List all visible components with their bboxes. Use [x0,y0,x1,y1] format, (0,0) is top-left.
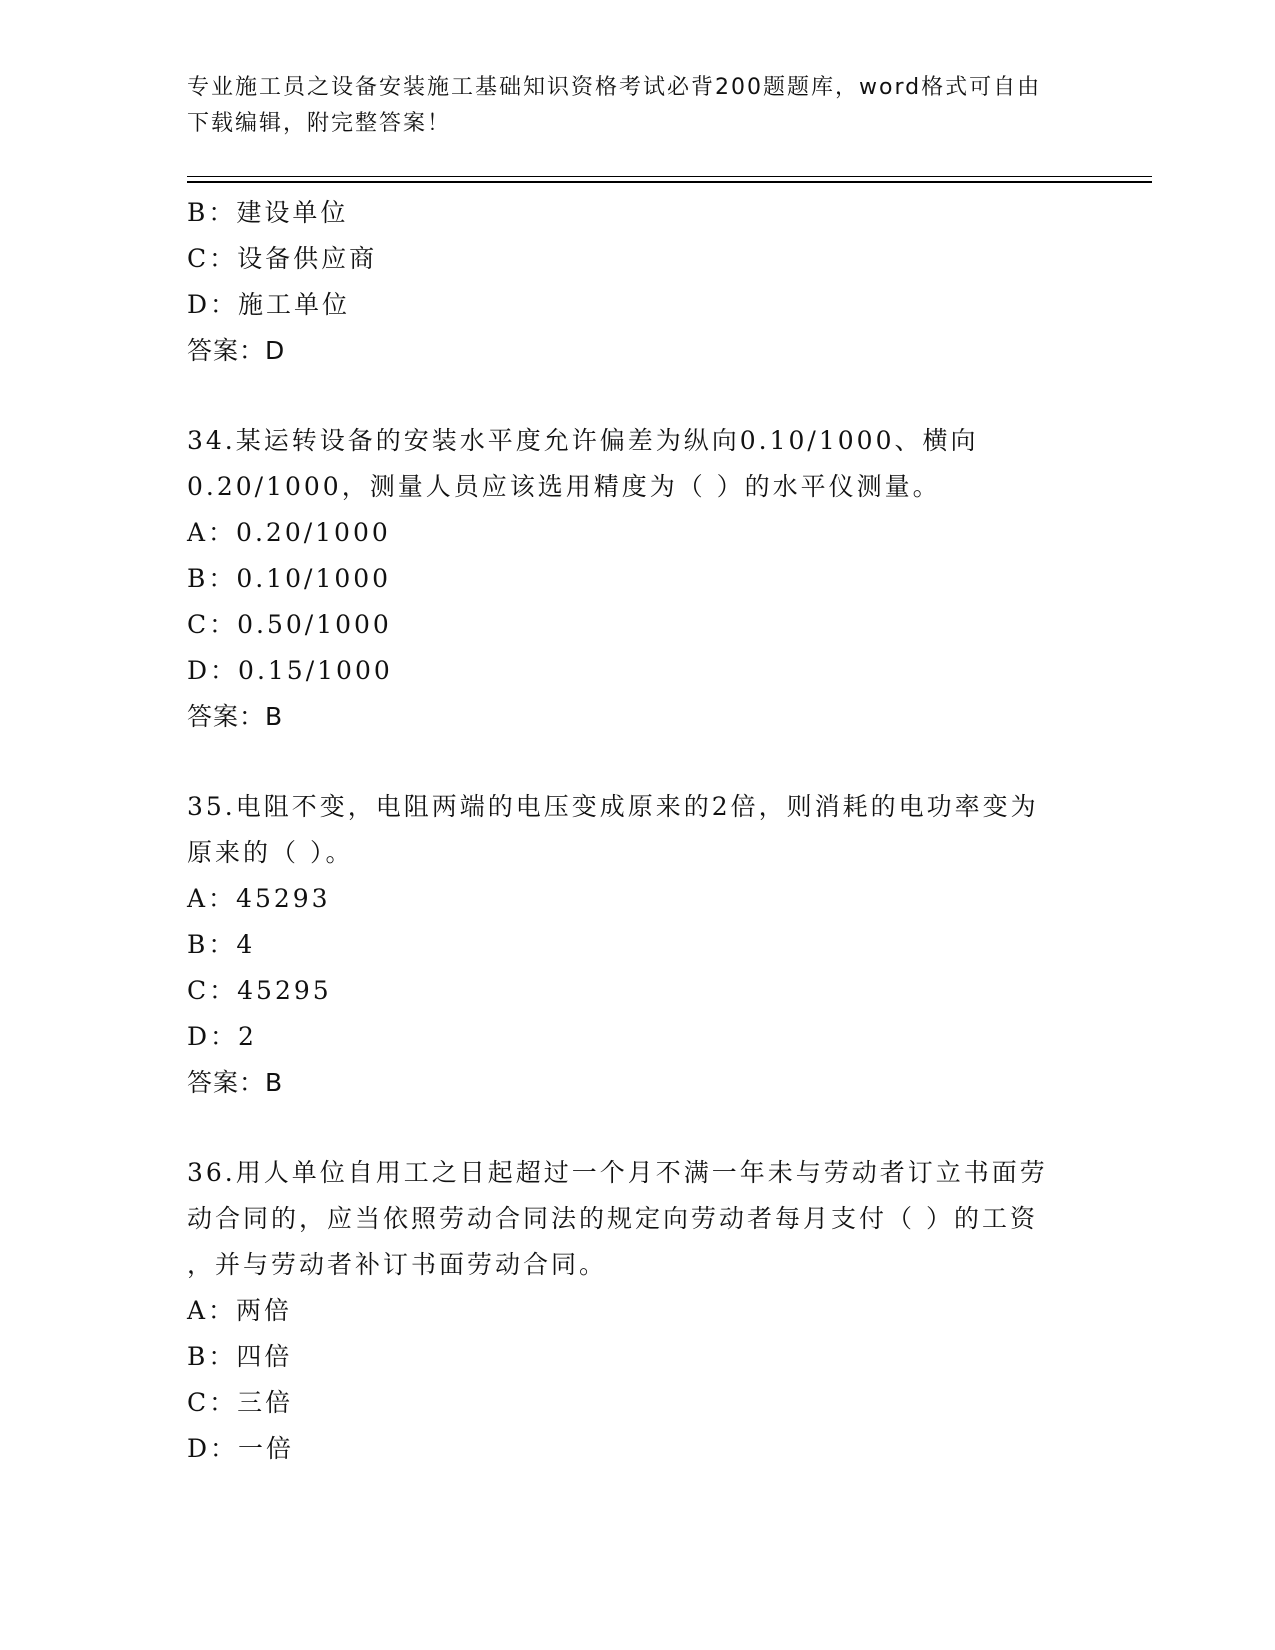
option-c: C：设备供应商 [187,244,378,273]
option-d: D：2 [187,1022,257,1051]
question-35 [187,784,1087,1106]
question-stem: 原来的（ ）。 [187,838,354,867]
question-stem: 34.某运转设备的安装水平度允许偏差为纵向0.10/1000、横向 [187,426,979,455]
question-stem: 0.20/1000，测量人员应该选用精度为（ ）的水平仪测量。 [187,472,941,501]
header-rule-thin [187,176,1152,177]
question-33 [187,190,1087,374]
header-line-2: 下载编辑，附完整答案！ [187,111,452,136]
header-rule-thick [187,181,1152,183]
option-b: B：0.10/1000 [187,564,392,593]
option-c: C：三倍 [187,1388,294,1417]
question-stem: ，并与劳动者补订书面劳动合同。 [187,1250,608,1279]
option-b: B：4 [187,930,256,959]
question-34 [187,418,1087,740]
question-stem: 动合同的，应当依照劳动合同法的规定向劳动者每月支付（ ）的工资 [187,1204,1038,1233]
answer: 答案：B [187,702,284,731]
header-line-1: 专业施工员之设备安装施工基础知识资格考试必背200题题库，word格式可自由 [187,75,1042,100]
question-stem: 35.电阻不变，电阻两端的电压变成原来的2倍，则消耗的电功率变为 [187,792,1039,821]
document-header [187,70,1067,142]
option-c: C：0.50/1000 [187,610,392,639]
question-stem: 36.用人单位自用工之日起超过一个月不满一年未与劳动者订立书面劳 [187,1158,1048,1187]
answer: 答案：B [187,1068,284,1097]
option-a: A：两倍 [187,1296,293,1325]
option-a: A：0.20/1000 [187,518,391,547]
option-d: D：一倍 [187,1434,295,1463]
option-d: D：0.15/1000 [187,656,393,685]
option-a: A：45293 [187,884,331,913]
answer: 答案：D [187,336,286,365]
option-d: D：施工单位 [187,290,351,319]
option-c: C：45295 [187,976,332,1005]
question-list [187,190,1087,1472]
question-36 [187,1150,1087,1472]
option-b: B：四倍 [187,1342,293,1371]
option-b: B：建设单位 [187,198,349,227]
